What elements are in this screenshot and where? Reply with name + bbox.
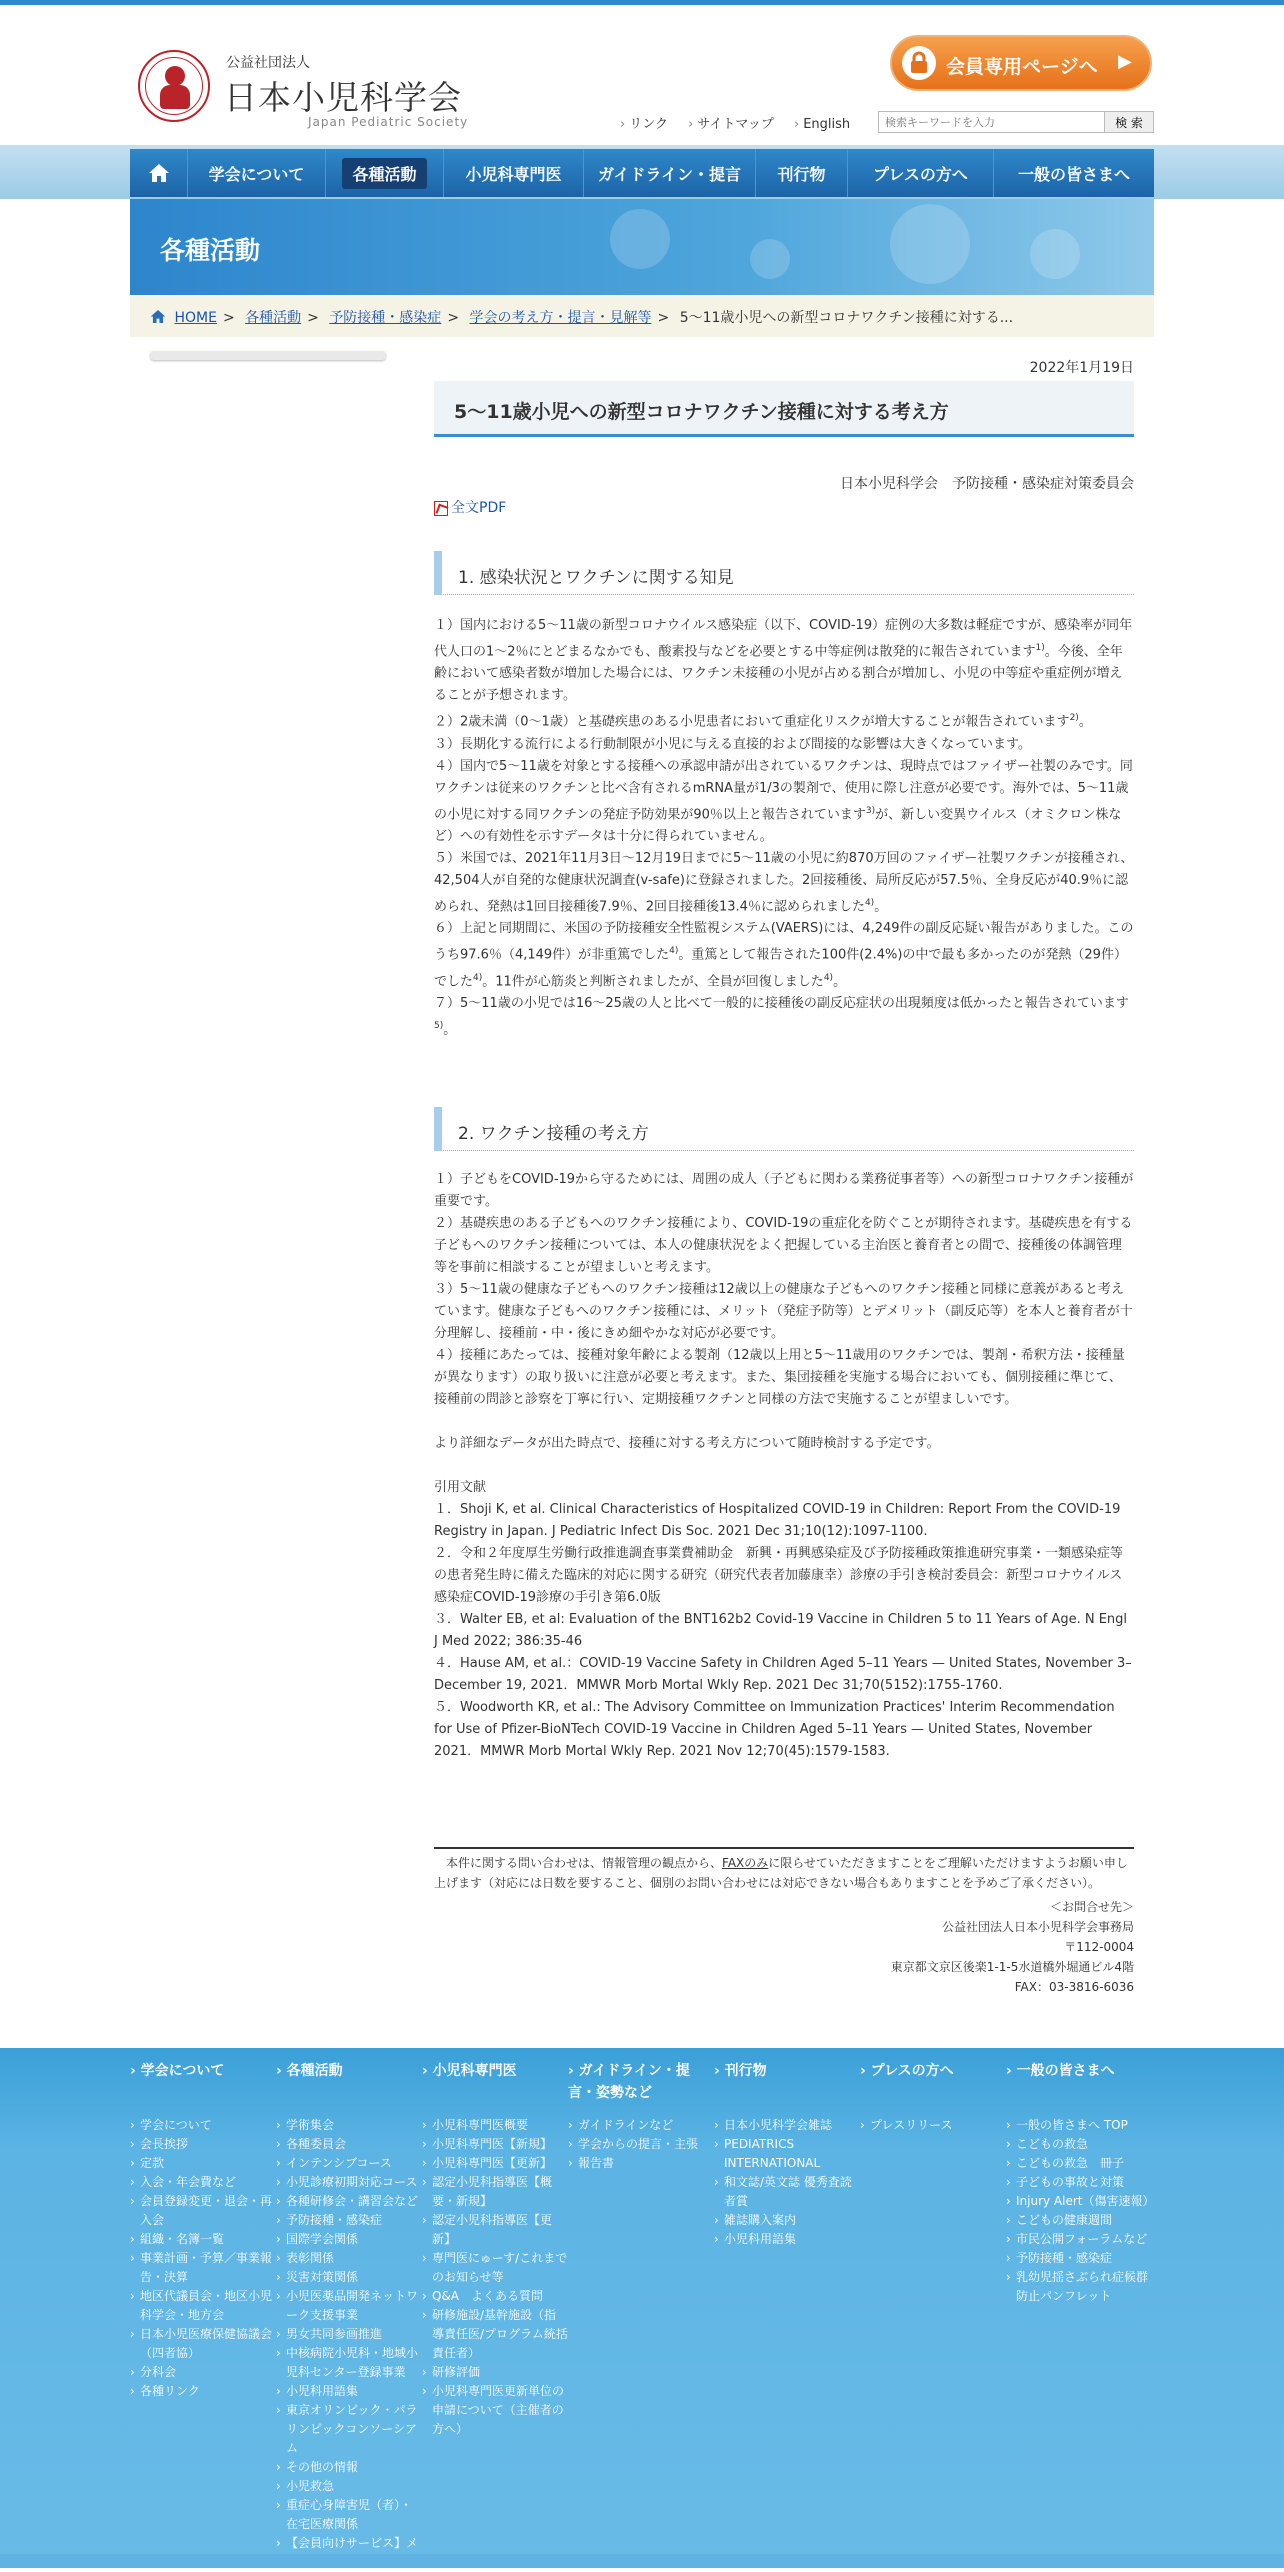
footer-column-title[interactable]: › 各種活動 <box>276 2060 422 2112</box>
footer-link[interactable]: › 組織・名簿一覧 <box>130 2230 276 2249</box>
section-1-body <box>434 615 1134 1041</box>
footer-link[interactable]: › 東京オリンピック・パラリンピックコンソーシアム <box>276 2401 422 2458</box>
footer-link[interactable]: › 研修施設/基幹施設（指導責任医/プログラム統括責任者） <box>422 2306 568 2363</box>
nav-guidelines[interactable]: ガイドライン・提言 <box>584 149 756 197</box>
footer-link[interactable]: › 定款 <box>130 2154 276 2173</box>
paragraph: ７）5～11歳の小児では16～25歳の人と比べて一般的に接種後の副反応症状の出現頻度は低かったと報告されています$^{5)}$。 <box>434 995 1129 1038</box>
footer-link[interactable]: › インテンシブコース <box>276 2154 422 2173</box>
search-box <box>878 111 1154 133</box>
pdf-link[interactable]: 全文PDF <box>434 497 506 517</box>
search-button[interactable]: 検 索 <box>1104 111 1154 133</box>
footer-link[interactable]: › 認定小児科指導医【更新】 <box>422 2211 568 2249</box>
paragraph: ５）米国では、2021年11月3日～12月19日までに5～11歳の小児に約870万回のファイザー社製ワクチンが接種され、42,504人が自発的な健康状況調査(v-safe)に登録されました。2回接種後、局所反応が57.5％、全身反応が40.9％に認められ、発熱は1回目接種後7.9％、2回目接種後13.4％に認められました$^{4)}$。 <box>434 850 1134 915</box>
footer-link[interactable]: › 災害対策関係 <box>276 2268 422 2287</box>
lock-icon <box>902 46 936 80</box>
sidebar <box>150 351 386 360</box>
link-english[interactable]: › English <box>794 117 850 132</box>
footer-column <box>1006 2060 1155 2572</box>
footer-link[interactable]: › 会長挨拶 <box>130 2135 276 2154</box>
footer-link[interactable]: › PEDIATRICS INTERNATIONAL <box>714 2135 860 2173</box>
footer-link[interactable]: › 表彰関係 <box>276 2249 422 2268</box>
footer-link[interactable]: › 国際学会関係 <box>276 2230 422 2249</box>
footer-column <box>276 2060 422 2572</box>
paragraph: より詳細なデータが出た時点で、接種に対する考え方について随時検討する予定です。 <box>434 1436 940 1451</box>
footer-column-title[interactable]: › 小児科専門医 <box>422 2060 568 2112</box>
footer-column <box>130 2060 276 2572</box>
main-area <box>130 337 1154 2037</box>
home-icon <box>148 163 170 183</box>
site-logo[interactable] <box>138 50 478 140</box>
footer-link[interactable]: › 学会からの提言・主張 <box>568 2135 714 2154</box>
footer-link[interactable]: › 中核病院小児科・地域小児科センター登録事業 <box>276 2344 422 2382</box>
site-header <box>0 5 1284 145</box>
paragraph: ３）長期化する流行による行動制限が小児に与える直接的および間接的な影響は大きくなっています。 <box>434 736 1031 752</box>
breadcrumb-vaccination[interactable]: 予防接種・感染症 <box>329 310 442 326</box>
footer-link[interactable]: › こどもの健康週間 <box>1006 2211 1152 2230</box>
footer-link[interactable]: › プレスリリース <box>860 2116 1006 2135</box>
reference-item: ５．Woodworth KR, et al.: The Advisory Committee on Immunization Practices' Interim Recommendation for Use of Pfizer-BioNTech COVID-19 Vaccine in Children Aged 5–11 Years — United States, November 2021．MMWR Morb Mortal Wkly Rep. 2021 Nov 12;70(45):1579-1583. <box>434 1700 1115 1759</box>
footer-column <box>568 2060 714 2572</box>
footer-link[interactable]: › 事業計画・予算／事業報告・決算 <box>130 2249 276 2287</box>
footer-link[interactable]: › 和文誌/英文誌 優秀査読者賞 <box>714 2173 860 2211</box>
footer-link[interactable]: › 日本小児科学会雑誌 <box>714 2116 860 2135</box>
link-sitemap[interactable]: › サイトマップ <box>688 117 774 132</box>
breadcrumb-activities[interactable]: 各種活動 <box>245 310 302 326</box>
footer-link[interactable]: › 学術集会 <box>276 2116 422 2135</box>
footer-link[interactable]: › Q&A よくある質問 <box>422 2287 568 2306</box>
footer-link[interactable]: › 分科会 <box>130 2363 276 2382</box>
home-icon <box>150 309 166 324</box>
reference-item: １．Shoji K, et al. Clinical Characteristics of Hospitalized COVID-19 in Children: Report From the COVID-19 Registry in Japan. J Pediatric Infect Dis Soc. 2021 Dec 31;10(12):1097-1100. <box>434 1502 1121 1539</box>
nav-activities[interactable]: 各種活動 <box>326 149 444 197</box>
member-page-label: 会員専用ページへ <box>946 56 1098 78</box>
reference-item: ２．令和２年度厚生労働行政推進調査事業費補助金 新興・再興感染症及び予防接種政策推進研究事業・一類感染症等の患者発生時に備えた臨床的対応に関する研究（研究代表者加藤康幸）診療の手引き検討委員会：新型コロナウイルス感染症COVID-19診療の手引き第6.0版 <box>434 1546 1124 1605</box>
nav-public[interactable]: 一般の皆さまへ <box>1017 164 1130 184</box>
org-name-en: Japan Pediatric Society <box>308 115 469 129</box>
footer-link[interactable]: › 会員登録変更・退会・再入会 <box>130 2192 276 2230</box>
contact-info: ＜お問合せ先＞ 公益社団法人日本小児科学会事務局 〒112-0004 東京都文京区後楽1-1-5水道橋外堀通ビル4階 FAX：03-3816-6036 <box>890 1900 1134 1994</box>
section-banner <box>130 199 1154 295</box>
footer-link[interactable]: › 小児科専門医更新単位の申請について（主催者の方へ） <box>422 2382 568 2439</box>
article-date: 2022年1月19日 <box>1029 360 1134 376</box>
footer-columns <box>130 2060 1154 2572</box>
footer-column-title[interactable]: › 一般の皆さまへ <box>1006 2060 1152 2112</box>
footer-column <box>860 2060 1006 2572</box>
footer-link[interactable]: › 乳幼児揺さぶられ症候群防止パンフレット <box>1006 2268 1152 2306</box>
footer-link[interactable]: › 小児科専門医概要 <box>422 2116 568 2135</box>
footer-link[interactable]: › 各種リンク <box>130 2382 276 2401</box>
reference-item: ３．Walter EB, et al: Evaluation of the BNT162b2 Covid-19 Vaccine in Children 5 to 11 Years of Age. N Engl J Med 2022; 386:35-46 <box>434 1612 1128 1649</box>
footer-link[interactable]: › 学会について <box>130 2116 276 2135</box>
nav-publications[interactable]: 刊行物 <box>756 149 848 197</box>
paragraph: ２）基礎疾患のある子どもへのワクチン接種により、COVID-19の重症化を防ぐことが期待されます。基礎疾患を有する子どもへのワクチン接種については、本人の健康状況をよく把握している主治医と養育者との間で、接種後の体調管理等を事前に相談することが望ましいと考えます。 <box>434 1216 1133 1275</box>
nav-press[interactable]: プレスの方へ <box>848 149 994 197</box>
utility-links <box>620 113 866 132</box>
paragraph: ４）接種にあたっては、接種対象年齢による製剤（12歳以上用と5～11歳用のワクチンでは、製剤・希釈方法・接種量が異なります）の取り扱いに注意が必要と考えます。また、集団接種を実施する場合においても、個別接種に準じて、接種前の問診と診察を丁寧に行い、定期接種ワクチンと同様の方法で実施することが望ましいです。 <box>434 1348 1125 1407</box>
global-nav <box>130 149 1154 197</box>
footer-column <box>422 2060 568 2572</box>
footer-link[interactable]: › 入会・年会費など <box>130 2173 276 2192</box>
org-type: 公益社団法人 <box>226 55 310 71</box>
paragraph: ４）国内で5～11歳を対象とする接種への承認申請が出されているワクチンは、現時点ではファイザー社製のみです。同ワクチンは従来のワクチンと比べ含有されるmRNA量が1/3の製剤で、使用に際し注意が必要です。海外では、5～11歳の小児に対する同ワクチンの発症予防効果が90％以上と報告されています$^{3)}$が、新しい変異ウイルス（オミクロン株など）への有効性を示すデータは十分に得られていません。 <box>434 758 1133 844</box>
footer-link[interactable]: › 小児科専門医【更新】 <box>422 2154 568 2173</box>
footer-link[interactable]: › 小児医薬品開発ネットワーク支援事業 <box>276 2287 422 2325</box>
paragraph: ２）2歳未満（0～1歳）と基礎疾患のある小児患者において重症化リスクが増大することが報告されています$^{2)}$。 <box>434 713 1092 730</box>
reference-item: ４．Hause AM, et al.：COVID-19 Vaccine Safety in Children Aged 5–11 Years — United States, November 3–December 19, 2021．MMWR Morb Mortal Wkly Rep. 2021 Dec 31;70(5152):1755-1760. <box>434 1656 1132 1693</box>
footer-link[interactable]: › その他の情報 <box>276 2458 422 2477</box>
footer-link[interactable]: › 一般の皆さまへ TOP <box>1006 2116 1152 2135</box>
footer-link[interactable]: › 小児診療初期対応コース <box>276 2173 422 2192</box>
footer-link[interactable]: › 報告書 <box>568 2154 714 2173</box>
footer-link[interactable]: › 市民公開フォーラムなど <box>1006 2230 1152 2249</box>
paragraph: １）国内における5～11歳の新型コロナウイルス感染症（以下、COVID-19）症例の大多数は軽症ですが、感染率が同年代人口の1～2％にとどまるなかでも、酸素投与などを必要とする中等症例は散発的に報告されています$^{1)}$。今後、全年齢において感染者数が増加した場合には、ワクチン未接種の小児が占める割合が増加し、小児の中等症や重症例が増えることが予想されます。 <box>434 618 1133 704</box>
footer-link[interactable]: › 予防接種・感染症 <box>276 2211 422 2230</box>
footer-link[interactable]: › ガイドラインなど <box>568 2116 714 2135</box>
breadcrumb-current: 5～11歳小児への新型コロナワクチン接種に対する... <box>679 310 1014 326</box>
banner-title: 各種活動 <box>160 236 261 265</box>
footer-link[interactable]: › 小児救急 <box>276 2477 422 2496</box>
article-title-box <box>434 381 1134 437</box>
pdf-icon <box>434 501 448 516</box>
nav-band <box>0 145 1284 199</box>
paragraph: ６）上記と同期間に、米国の予防接種安全性監視システム(VAERS)には、4,249件の副反応疑い報告がありました。このうち97.6％（4,149件）が非重篤でした$^{4)}$。重篤として報告された100件(2.4%)の中で最も多かったのが発熱（29件）でした$^{4)}$。11件が心筋炎と判断されましたが、全員が回復しました$^{4)}$。 <box>434 921 1134 989</box>
fax-only-link[interactable]: FAXのみ <box>722 1856 769 1870</box>
footer-link[interactable]: › 男女共同参画推進 <box>276 2325 422 2344</box>
footer-link[interactable]: › 子どもの事故と対策 <box>1006 2173 1152 2192</box>
footer-column-title[interactable]: › プレスの方へ <box>860 2060 1006 2112</box>
footer-link[interactable]: › 日本小児医療保健協議会（四者協） <box>130 2325 276 2363</box>
footer-link[interactable]: › 各種研修会・講習会など <box>276 2192 422 2211</box>
footer-link[interactable]: › 専門医にゅーす/これまでのお知らせ等 <box>422 2249 568 2287</box>
footer-link[interactable]: › Injury Alert（傷害速報） <box>1006 2192 1152 2211</box>
breadcrumb-statements[interactable]: 学会の考え方・提言・見解等 <box>469 310 652 326</box>
nav-home[interactable] <box>130 149 188 197</box>
footer-column-title[interactable]: › 刊行物 <box>714 2060 860 2112</box>
footer-link[interactable]: › 予防接種・感染症 <box>1006 2249 1152 2268</box>
org-name: 日本小児科学会 <box>224 78 462 117</box>
footer-column-title[interactable]: › ガイドライン・提言・姿勢など <box>568 2060 714 2112</box>
nav-about[interactable]: 学会について <box>188 149 326 197</box>
section-heading-1: 1. 感染状況とワクチンに関する知見 <box>434 551 1134 595</box>
footer-link[interactable]: › 地区代議員会・地区小児科学会・地方会 <box>130 2287 276 2325</box>
footer-link[interactable]: › こどもの救急 <box>1006 2135 1152 2154</box>
paragraph: ３）5～11歳の健康な子どもへのワクチン接種は12歳以上の健康な子どもへのワクチン接種と同様に意義があると考えています。健康な子どもへのワクチン接種には、メリット（発症予防等）とデメリット（副反応等）を本人と養育者が十分理解し、接種前・中・後にきめ細やかな対応が必要です。 <box>434 1282 1133 1341</box>
paragraph: １）子どもをCOVID-19から守るためには、周囲の成人（子どもに関わる業務従事者等）への新型コロナワクチン接種が重要です。 <box>434 1172 1134 1209</box>
inquiry-notice: 本件に関する問い合わせは、情報管理の観点から、FAXのみに限らせていただきますことをご理解いただけますようお願い申し上げます（対応には日数を要すること、個別のお問い合わせには対応できない場合もありますことを予めご了承ください）。 <box>434 1847 1134 1893</box>
footer-link[interactable]: › 小児科用語集 <box>714 2230 860 2249</box>
member-page-button[interactable] <box>890 35 1152 91</box>
nav-specialist[interactable]: 小児科専門医 <box>444 149 584 197</box>
arrow-right-icon: ▶ <box>1118 51 1132 72</box>
section-heading-2: 2. ワクチン接種の考え方 <box>434 1107 1134 1151</box>
breadcrumb: HOME > 各種活動 > 予防接種・感染症 > 学会の考え方・提言・見解等 > 5～11歳小児への新型コロナワクチン接種に対する... <box>130 295 1154 337</box>
footer-link[interactable]: › 小児科用語集 <box>276 2382 422 2401</box>
footer-link[interactable]: › 重症心身障害児（者）・在宅医療関係 <box>276 2496 422 2534</box>
society-emblem-icon <box>138 50 210 122</box>
footer-link[interactable]: › こどもの救急 冊子 <box>1006 2154 1152 2173</box>
breadcrumb-home[interactable]: HOME <box>174 310 217 326</box>
site-footer <box>0 2048 1284 2568</box>
footer-link[interactable]: › 認定小児科指導医【概要・新規】 <box>422 2173 568 2211</box>
footer-link[interactable]: › 雑誌購入案内 <box>714 2211 860 2230</box>
footer-column-title[interactable]: › 学会について <box>130 2060 276 2112</box>
references-title: 引用文献 <box>434 1480 487 1495</box>
link-links[interactable]: › リンク <box>620 117 668 132</box>
search-input[interactable] <box>878 111 1106 133</box>
section-2-body <box>434 1169 1134 1763</box>
footer-link[interactable]: › 研修評価 <box>422 2363 568 2382</box>
footer-link[interactable]: › 各種委員会 <box>276 2135 422 2154</box>
article-title: 5～11歳小児への新型コロナワクチン接種に対する考え方 <box>454 401 949 423</box>
footer-link[interactable]: › 【会員向けサービス】メ <box>276 2534 422 2572</box>
footer-column <box>714 2060 860 2572</box>
article-author: 日本小児科学会 予防接種・感染症対策委員会 <box>840 476 1134 492</box>
footer-link[interactable]: › 小児科専門医【新規】 <box>422 2135 568 2154</box>
